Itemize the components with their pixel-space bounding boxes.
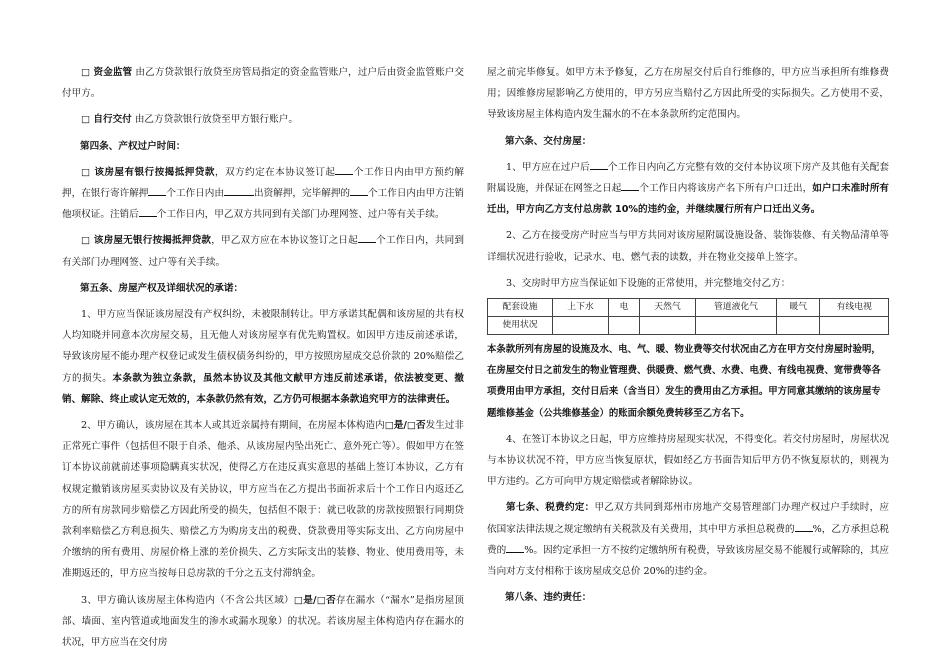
table-cell: [695, 317, 776, 335]
table-cell: 管道液化气: [695, 299, 776, 317]
payment-option-self: □ 自行交付 由乙方贷款银行放贷至甲方银行账户。: [81, 114, 298, 126]
article-5-title: 第五条、房屋产权及详细状况的承诺：: [80, 282, 244, 294]
blank: [795, 522, 813, 532]
article-6-clause-3: 3、交房时甲方应当保证如下设施的正常使用，并完整地交付乙方：: [506, 277, 791, 289]
article-6-clause-2: 2、乙方在接受房产时应当与甲方共同对该房屋附属设施设备、装饰装修、有关物品清单等详细状况进行验收，记录水、电、燃气表的读数，并在物业交接单上签字。: [487, 230, 889, 263]
blank: [358, 233, 376, 243]
right-column: [487, 62, 889, 608]
blank: [224, 186, 254, 196]
blank: [621, 181, 639, 191]
blank: [148, 186, 166, 196]
article-4-clause-1: □ 该房屋有银行按揭抵押贷款，双方约定在本协议签订起 个工作日内由甲方预约解押，在银行寄许解押 个工作日内由 出资解押，完毕解押的 个工作日内由甲方注销他项权证。注销后 个工作日内，甲乙双方共同到有关部门办理网签、过户等有关手续。: [62, 166, 465, 221]
article-5-clause-3: 3、甲方确认该房屋主体构造内（不含公共区域）□是/□否存在漏水（“漏水”是指房屋顶部、墙面、室内管道或地面发生的渗水或漏水现象）的状况。若该房屋主体构造内存在漏水的状况，甲方应当在交付房: [62, 594, 464, 649]
table-cell: 天然气: [639, 299, 695, 317]
table-cell: 上下水: [553, 299, 609, 317]
blank: [335, 165, 353, 175]
option-label: □ 自行交付: [81, 114, 132, 126]
table-cell: [820, 317, 889, 335]
left-column: [62, 62, 464, 653]
article-5-clause-2: 2、甲方确认，该房屋在其本人或其近亲属持有期间，在房屋本体构造内□是/□否发生过非正常死亡事件（包括但不限于自杀、他杀、从该房屋内坠出死亡、意外死亡等）。假如甲方在签订本协议前就前述事项隐瞒真实状况，使得乙方在违反真实意思的基础上签订本协议，乙方有权规定撤销该房屋买卖协议及有关协议，甲方应当在乙方提出书面祈求后十个工作日内返还乙方的所有房款同步赔偿乙方因此所受的损失，包括但不限于：就已收款的房款按照银行同期贷款利率赔偿乙方利息损失、赔偿乙方为购房支出的税费、贷款费用等实际支出、乙方向房屋中介缴纳的所有费用、房屋价格上涨的差价损失、乙方实际支出的装修、物业、使用费用等，未准期返还的，甲方应当按每日总房款的千分之五支付滞纳金。: [62, 420, 464, 580]
table-cell: [609, 317, 640, 335]
table-cell: 暖气: [776, 299, 819, 317]
facilities-table: [487, 298, 889, 335]
table-cell: 配套设施: [488, 299, 553, 317]
table-cell: 电: [609, 299, 640, 317]
article-7: 第七条、税费约定：甲乙双方共同到郑州市房地产交易管理部门办理产权过户手续时，应依国家法律法规之规定缴纳有关税款及有关费用，其中甲方承担总税费的 %，乙方承担总税费的 %。因约定承担一方不按约定缴纳所有税费，导致该房屋交易不能履行或解除的，其应当向对方支付相称于该房屋成交总价 20%的违约金。: [487, 502, 890, 578]
blank: [350, 186, 368, 196]
table-cell: 有线电视: [820, 299, 889, 317]
handover-bold-paragraph: 本条款所列有房屋的设施及水、电、气、暖、物业费等交付状况由乙方在甲方交付房屋时验明，在房屋交付日之前发生的物业管理费、供暖费、燃气费、水费、电费、有线电视费、宽带费等各项费用由甲方承担，交付日后来（含当日）发生的费用由乙方承担。甲方同意其缴纳的该房屋专题维修基金（公共维修基金）的账面余额免费转移至乙方名下。: [487, 344, 881, 419]
option-label: □ 资金监管: [81, 67, 133, 78]
blank: [506, 543, 524, 553]
table-cell: [553, 317, 609, 335]
table-row: [488, 299, 889, 317]
article-5-clause-1: 1、甲方应当保证该房屋没有产权纠纷，未被限制转让。甲方承诺其配偶和该房屋的共有权人均知晓并同意本次房屋交易，且无他人对该房屋享有优先购置权。如因甲方违反前述承诺，导致该房屋不能办理产权登记或发生债权债务纠纷的，甲方按照房屋成交总价款的 20%赔偿乙方的损失。本条款为独立条款，虽然本协议及其他文献甲方违反前述承诺，依法被变更、撤销、解除、终止或认定无效的，本条款仍然有效，乙方仍可根据本条款追究甲方的法律责任。: [62, 309, 465, 405]
blank: [590, 160, 608, 170]
blank: [139, 207, 157, 217]
article-4-title: 第四条、产权过户时间：: [80, 140, 186, 152]
table-row: [488, 317, 889, 335]
article-6-clause-1: 1、甲方应在过户后 个工作日内向乙方完整有效的交付本协议项下房产及其他有关配套附属设施，并保证在网签之日起 个工作日内将该房产名下所有户口迁出，如户口未准时所有迁出，甲方向乙方支付总房款 10%的违约金，并继续履行所有户口迁出义务。: [487, 161, 890, 216]
payment-option-supervision: □ 资金监管 由乙方贷款银行放贷至房管局指定的资金监管账户，过户后由资金监管账户交付甲方。: [62, 67, 464, 100]
table-cell: [639, 317, 695, 335]
article-6-clause-4: 4、在签订本协议之日起，甲方应维持房屋现实状况，不得变化。若交付房屋时，房屋状况与本协议状况不符，甲方应当恢复原状，假如经乙方书面告知后甲方仍不恢复原状的，则视为甲方违约。乙方可向甲方规定赔偿或者解除协议。: [487, 433, 889, 488]
article-8-title: 第八条、违约责任：: [505, 592, 592, 604]
continued-text: 屋之前完毕修复。如甲方未予修复，乙方在房屋交付后自行维修的，甲方应当承担所有维修费用；因维修房屋影响乙方使用的，甲方另应当赔付乙方因此所受的实际损失。乙方使用不妥，导致该房屋主体构造内发生漏水的不在本条款所约定范围内。: [487, 67, 889, 121]
article-6-title: 第六条、交付房屋：: [505, 135, 592, 147]
article-4-clause-2: □ 该房屋无银行按揭抵押贷款，甲乙双方应在本协议签订之日起 个工作日内，共同到有关部门办理网签、过户等有关手续。: [62, 235, 465, 268]
table-cell: [776, 317, 819, 335]
table-cell: 使用状况: [488, 317, 553, 335]
